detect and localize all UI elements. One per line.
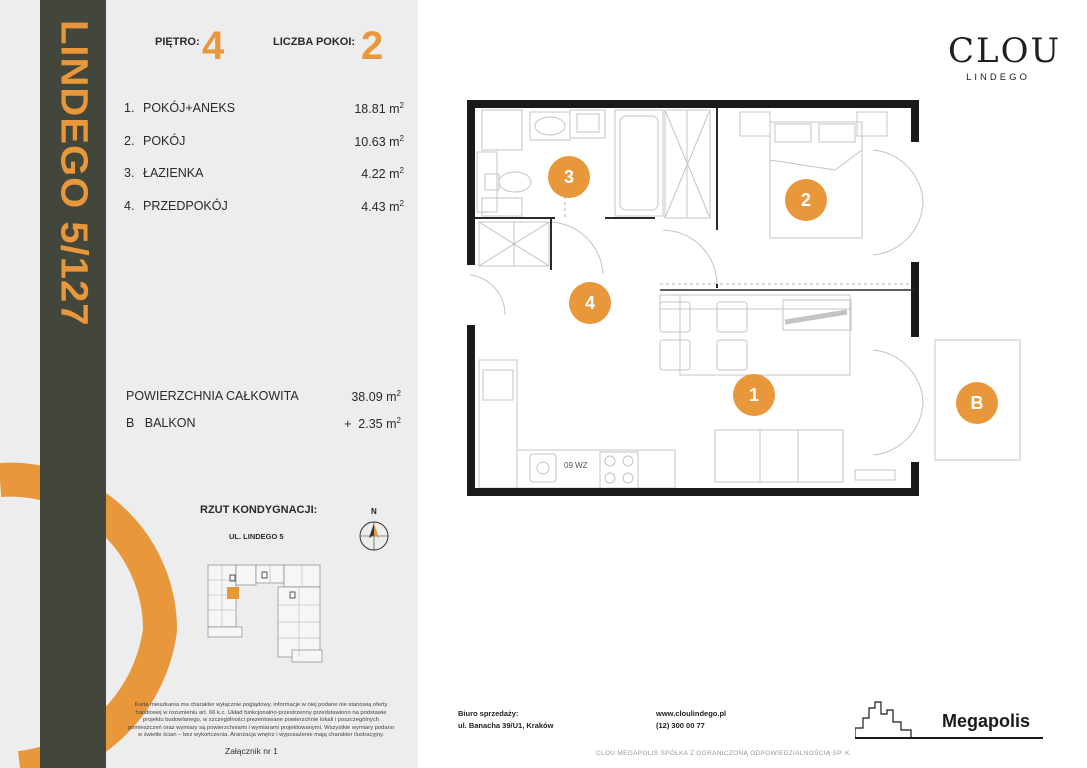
apartment-title-text: LINDEGO 5/127 bbox=[53, 20, 95, 327]
room-row-1 bbox=[124, 101, 404, 119]
total-area-value: 38.09 $m^2$ bbox=[351, 389, 401, 404]
room-number: 2. bbox=[124, 134, 135, 148]
apartment-floor-plan bbox=[455, 90, 1035, 510]
room-badge-4: 4 bbox=[569, 282, 611, 324]
room-name: POKÓJ bbox=[143, 134, 186, 148]
attachment-label: Załącznik nr 1 bbox=[225, 746, 278, 756]
room-number: 3. bbox=[124, 166, 135, 180]
clou-logo bbox=[948, 31, 1062, 90]
room-area: 4.22 $m^2$ bbox=[361, 166, 404, 181]
room-badge-1: 1 bbox=[733, 374, 775, 416]
room-area: 18.81 $m^2$ bbox=[354, 101, 404, 116]
total-area-label: POWIERZCHNIA CAŁKOWITA bbox=[126, 389, 299, 403]
disclaimer-text: Karta mieszkania ma charakter wyłącznie poglądowy, informacje w niej podane nie stanowią oferty handlowej w rozumieniu art. 66 k.c. Układ funkcjonalno-przestrzenny przedstawiono na podstawie projektu budowlanego, w szczególności prezentowane powierzchnie lokali i poszczególnych pomieszczeń oraz wymiary są powierzchniami i wymiarami projektowanymi. Wszystkie wymiary podano w świetle ścian – bez wykończenia. Aranżacja wnętrz i wyposażenie mają charakter ilustracyjny. bbox=[127, 702, 395, 739]
contact-info bbox=[656, 708, 726, 732]
megapolis-underline bbox=[855, 737, 1043, 739]
room-badge-3: 3 bbox=[548, 156, 590, 198]
floor-label: PIĘTRO: bbox=[155, 36, 200, 48]
rooms-label: LICZBA POKOI: bbox=[273, 36, 356, 48]
balcony-area-value: + 2.35 $m^2$ bbox=[344, 416, 401, 431]
floor-plan-title: RZUT KONDYGNACJI: bbox=[200, 504, 318, 516]
balcony-row bbox=[126, 416, 401, 434]
sales-office-title: Biuro sprzedaży: bbox=[458, 709, 519, 718]
floor-value: 4 bbox=[202, 24, 225, 68]
apartment-marker bbox=[227, 587, 239, 599]
room-number: 1. bbox=[124, 101, 135, 115]
company-name: CLOU MEGAPOLIS SPÓŁKA Z OGRANICZONĄ ODPOWIEDZIALNOŚCIĄ SP. K. bbox=[596, 750, 852, 757]
logo-main-text: CLOU bbox=[948, 31, 1062, 71]
website-link[interactable]: www.cloulindego.pl bbox=[656, 709, 727, 718]
balcony-label: B BALKON bbox=[126, 416, 196, 430]
room-name: POKÓJ+ANEKS bbox=[143, 101, 236, 115]
room-row-2 bbox=[124, 134, 404, 152]
megapolis-logo: Megapolis bbox=[942, 711, 1031, 731]
sales-office-address: ul. Banacha 39/U1, Kraków bbox=[458, 721, 554, 730]
room-name: PRZEDPOKÓJ bbox=[143, 199, 228, 213]
compass-icon bbox=[355, 505, 391, 553]
room-row-3 bbox=[124, 166, 404, 184]
room-area: 4.43 $m^2$ bbox=[361, 199, 404, 214]
room-name: ŁAZIENKA bbox=[143, 166, 204, 180]
phone-number: (12) 300 00 77 bbox=[656, 721, 705, 730]
room-number: 4. bbox=[124, 199, 135, 213]
room-area: 10.63 $m^2$ bbox=[354, 134, 404, 149]
sales-office bbox=[458, 708, 553, 732]
logo-sub-text: LINDEGO bbox=[966, 72, 1030, 83]
compass-letter: N bbox=[371, 507, 377, 516]
apartment-title bbox=[40, 0, 106, 768]
building-mini-plan bbox=[200, 560, 330, 665]
megapolis-skyline-icon bbox=[855, 700, 921, 740]
room-row-4 bbox=[124, 199, 404, 217]
street-label: UL. LINDEGO 5 bbox=[229, 532, 284, 541]
total-area-row bbox=[126, 389, 401, 407]
room-badge-2: 2 bbox=[785, 179, 827, 221]
room-badge-balcony: B bbox=[956, 382, 998, 424]
rooms-value: 2 bbox=[361, 24, 384, 68]
washer-label: 09 WZ bbox=[564, 461, 588, 470]
